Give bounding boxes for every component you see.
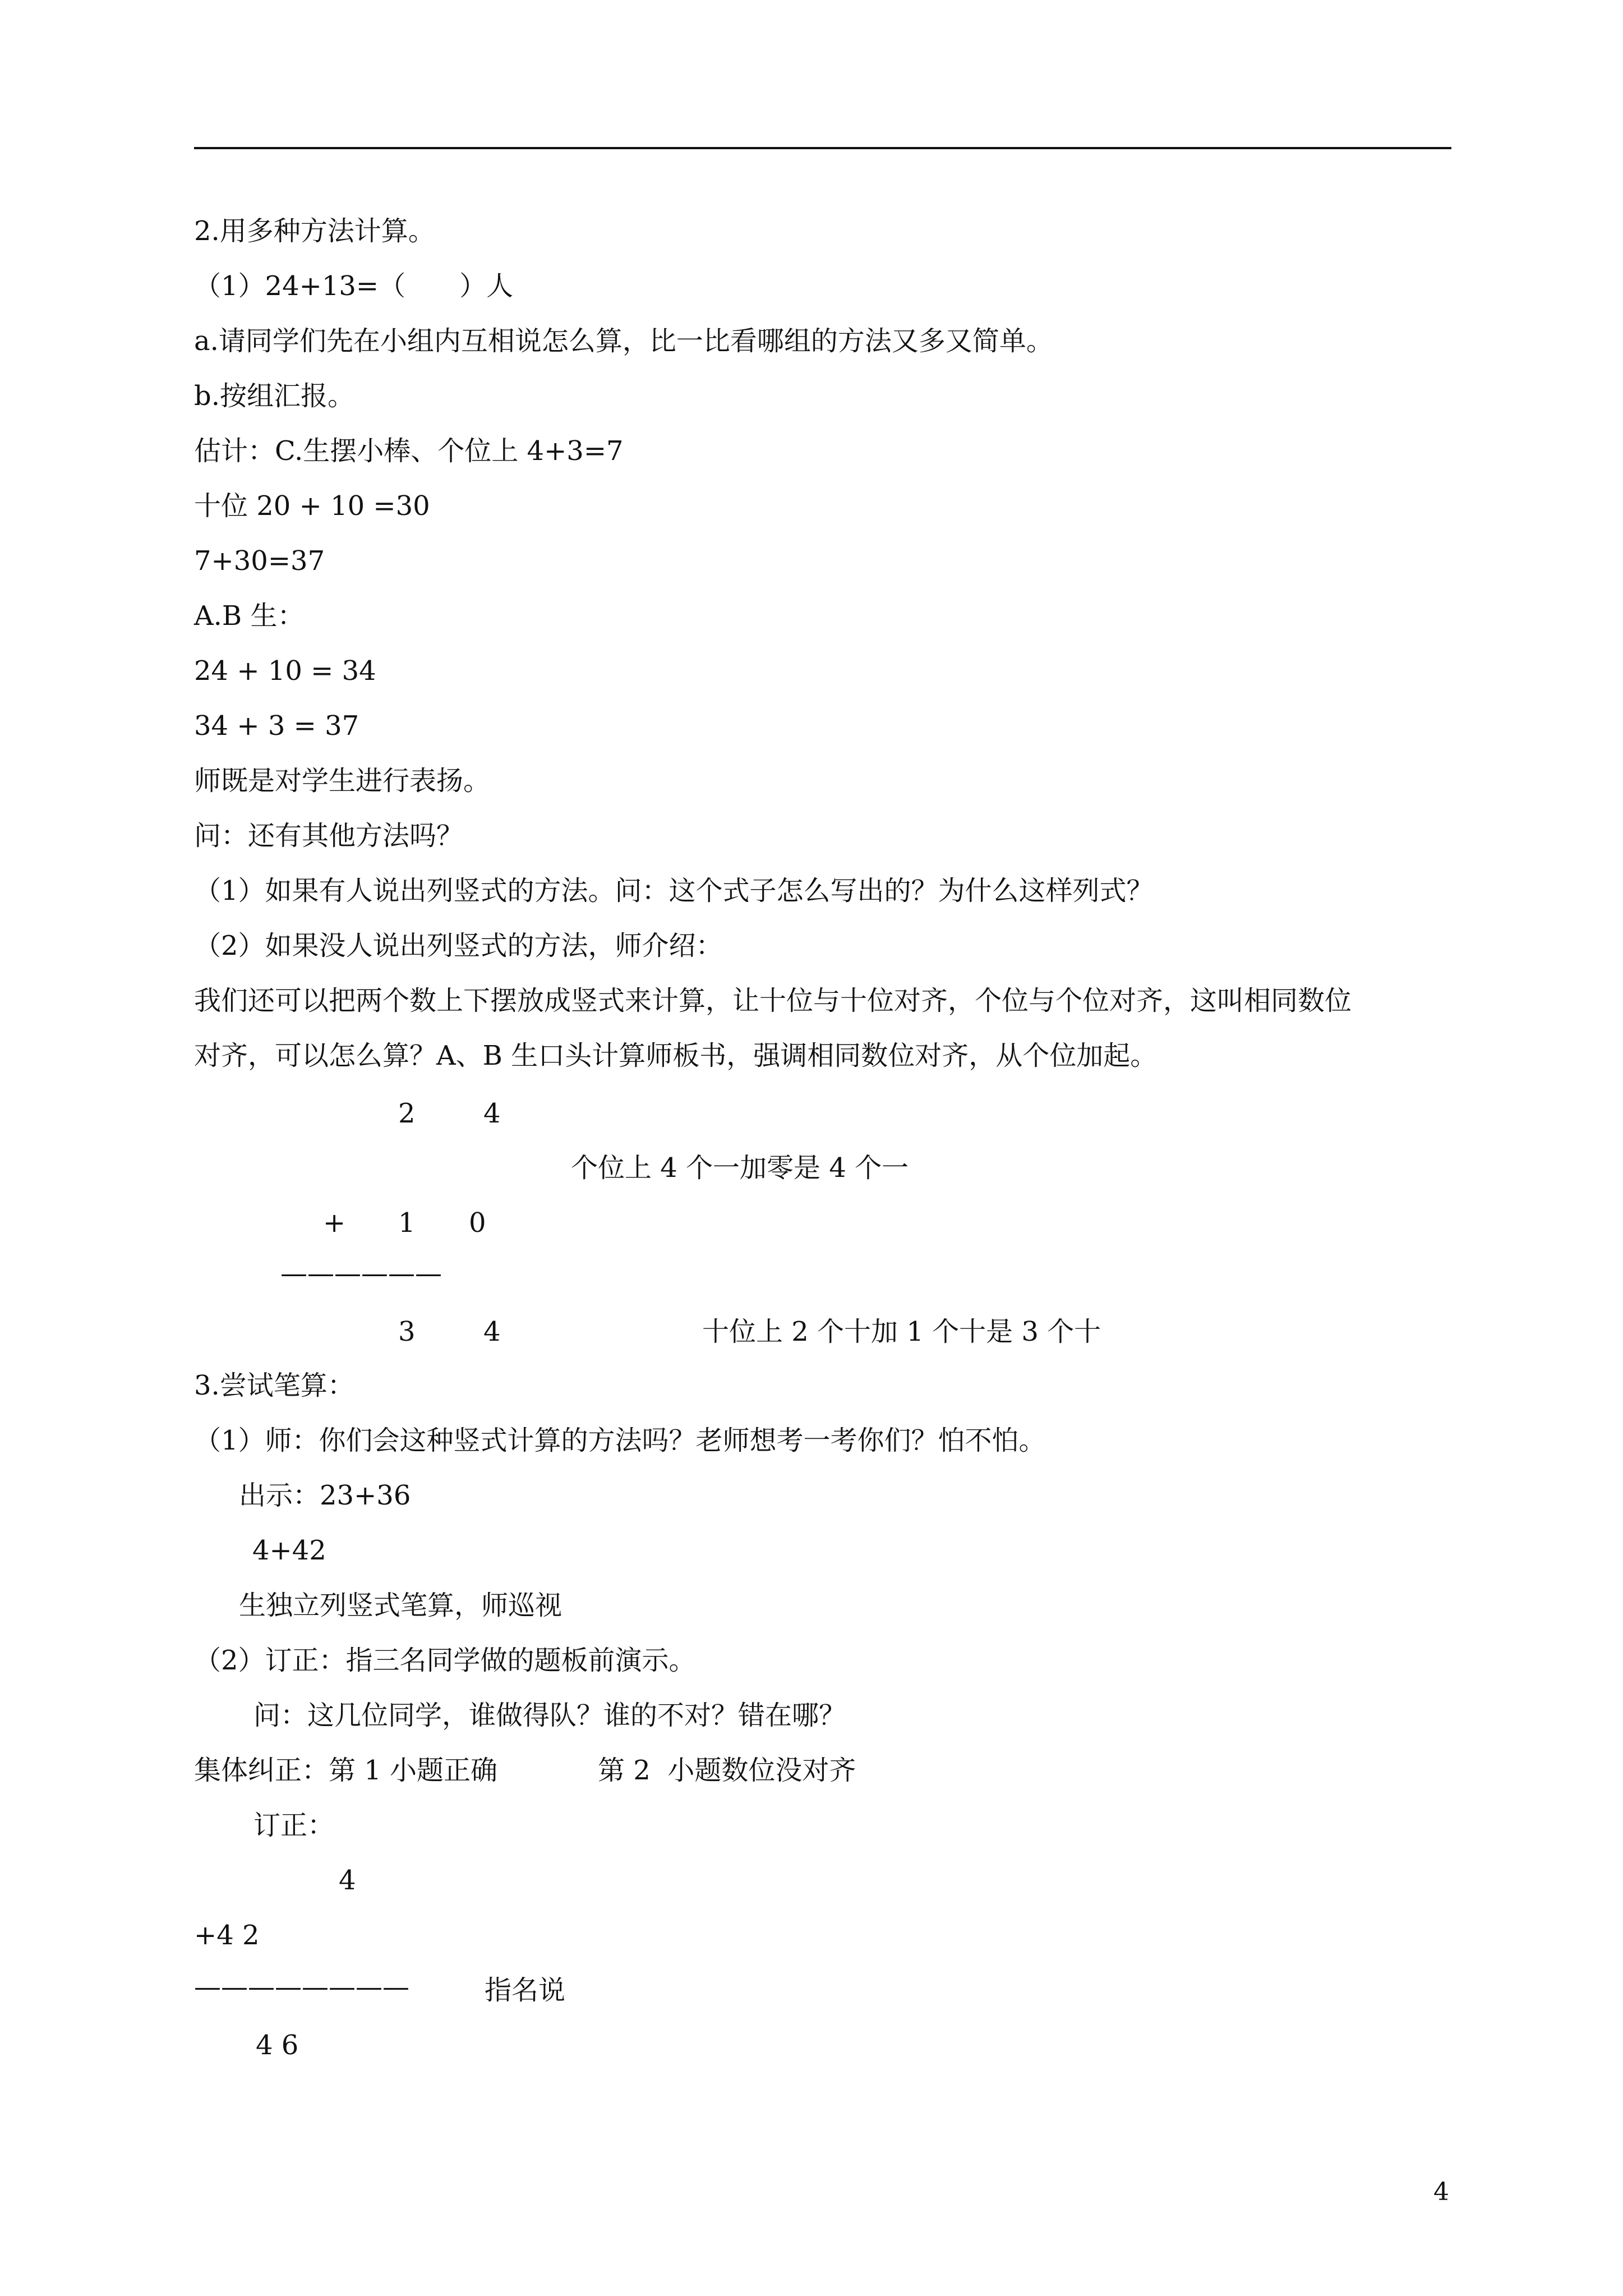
vertical-result-tens-digit: 3 [398,1316,416,1347]
instruction-b: b.按组汇报。 [194,380,354,412]
question-1: （1）24+13=（ ）人 [194,270,514,302]
who-is-right-question: 问：这几位同学，谁做得队？谁的不对？错在哪？ [253,1700,846,1731]
tens-line: 十位 20 + 10 =30 [194,490,430,522]
section2-heading: 2.用多种方法计算。 [194,215,435,247]
independent-work-line: 生独立列竖式笔算，师巡视 [239,1590,562,1621]
estimate-line: 估计：C.生摆小棒、个位上 4+3=7 [194,435,624,467]
correction-instruction: （2）订正：指三名同学做的题板前演示。 [194,1645,696,1676]
vertical-bottom-ones-digit: 0 [469,1207,486,1239]
step-1-line: 24 + 10 = 34 [194,655,376,687]
header-rule [194,147,1451,149]
tens-place-note: 十位上 2 个十加 1 个十是 3 个十 [702,1316,1101,1347]
vertical2-result: 4 6 [256,2030,299,2061]
case-2-line: （2）如果没人说出列竖式的方法，师介绍： [194,930,723,961]
ab-student-line: A.B 生： [194,600,305,632]
section3-heading: 3.尝试笔算： [194,1370,354,1401]
vertical2-top: 4 [339,1865,356,1896]
plus-sign: + [323,1207,346,1239]
instruction-a: a.请同学们先在小组内互相说怎么算，比一比看哪组的方法又多又简单。 [194,325,1053,357]
vertical-result-ones-digit: 4 [483,1316,501,1347]
vertical2-rule: ———————— [194,1971,409,2003]
collective-correction-right: 第 2 小题数位没对齐 [598,1755,856,1786]
step-2-line: 34 + 3 = 37 [194,710,359,742]
fix-label: 订正： [253,1810,335,1841]
page-number: 4 [1433,2178,1449,2206]
intro-line-1: 我们还可以把两个数上下摆放成竖式来计算，让十位与十位对齐，个位与个位对齐，这叫相同数位 [194,985,1352,1016]
praise-line: 师既是对学生进行表扬。 [194,765,491,797]
sum-line: 7+30=37 [194,545,325,577]
case-1-line: （1）如果有人说出列竖式的方法。问：这个式子怎么写出的？为什么这样列式？ [194,875,1154,907]
show-problem-1: 出示：23+36 [239,1480,411,1511]
ones-place-note: 个位上 4 个一加零是 4 个一 [571,1152,909,1184]
show-problem-2: 4+42 [252,1535,326,1566]
vertical-top-tens-digit: 2 [398,1098,416,1129]
vertical-bottom-tens-digit: 1 [398,1207,416,1239]
vertical-top-ones-digit: 4 [483,1098,501,1129]
vertical-sum-rule: —————— [280,1258,442,1289]
intro-line-2: 对齐，可以怎么算？A、B 生口头计算师板书，强调相同数位对齐，从个位加起。 [194,1040,1158,1071]
other-methods-question: 问：还有其他方法吗？ [194,820,464,852]
vertical2-note: 指名说 [485,1975,566,2006]
collective-correction-left: 集体纠正：第 1 小题正确 [194,1755,498,1786]
vertical2-addend: +4 2 [194,1920,260,1951]
teacher-question: （1）师：你们会这种竖式计算的方法吗？老师想考一考你们？怕不怕。 [194,1425,1046,1456]
